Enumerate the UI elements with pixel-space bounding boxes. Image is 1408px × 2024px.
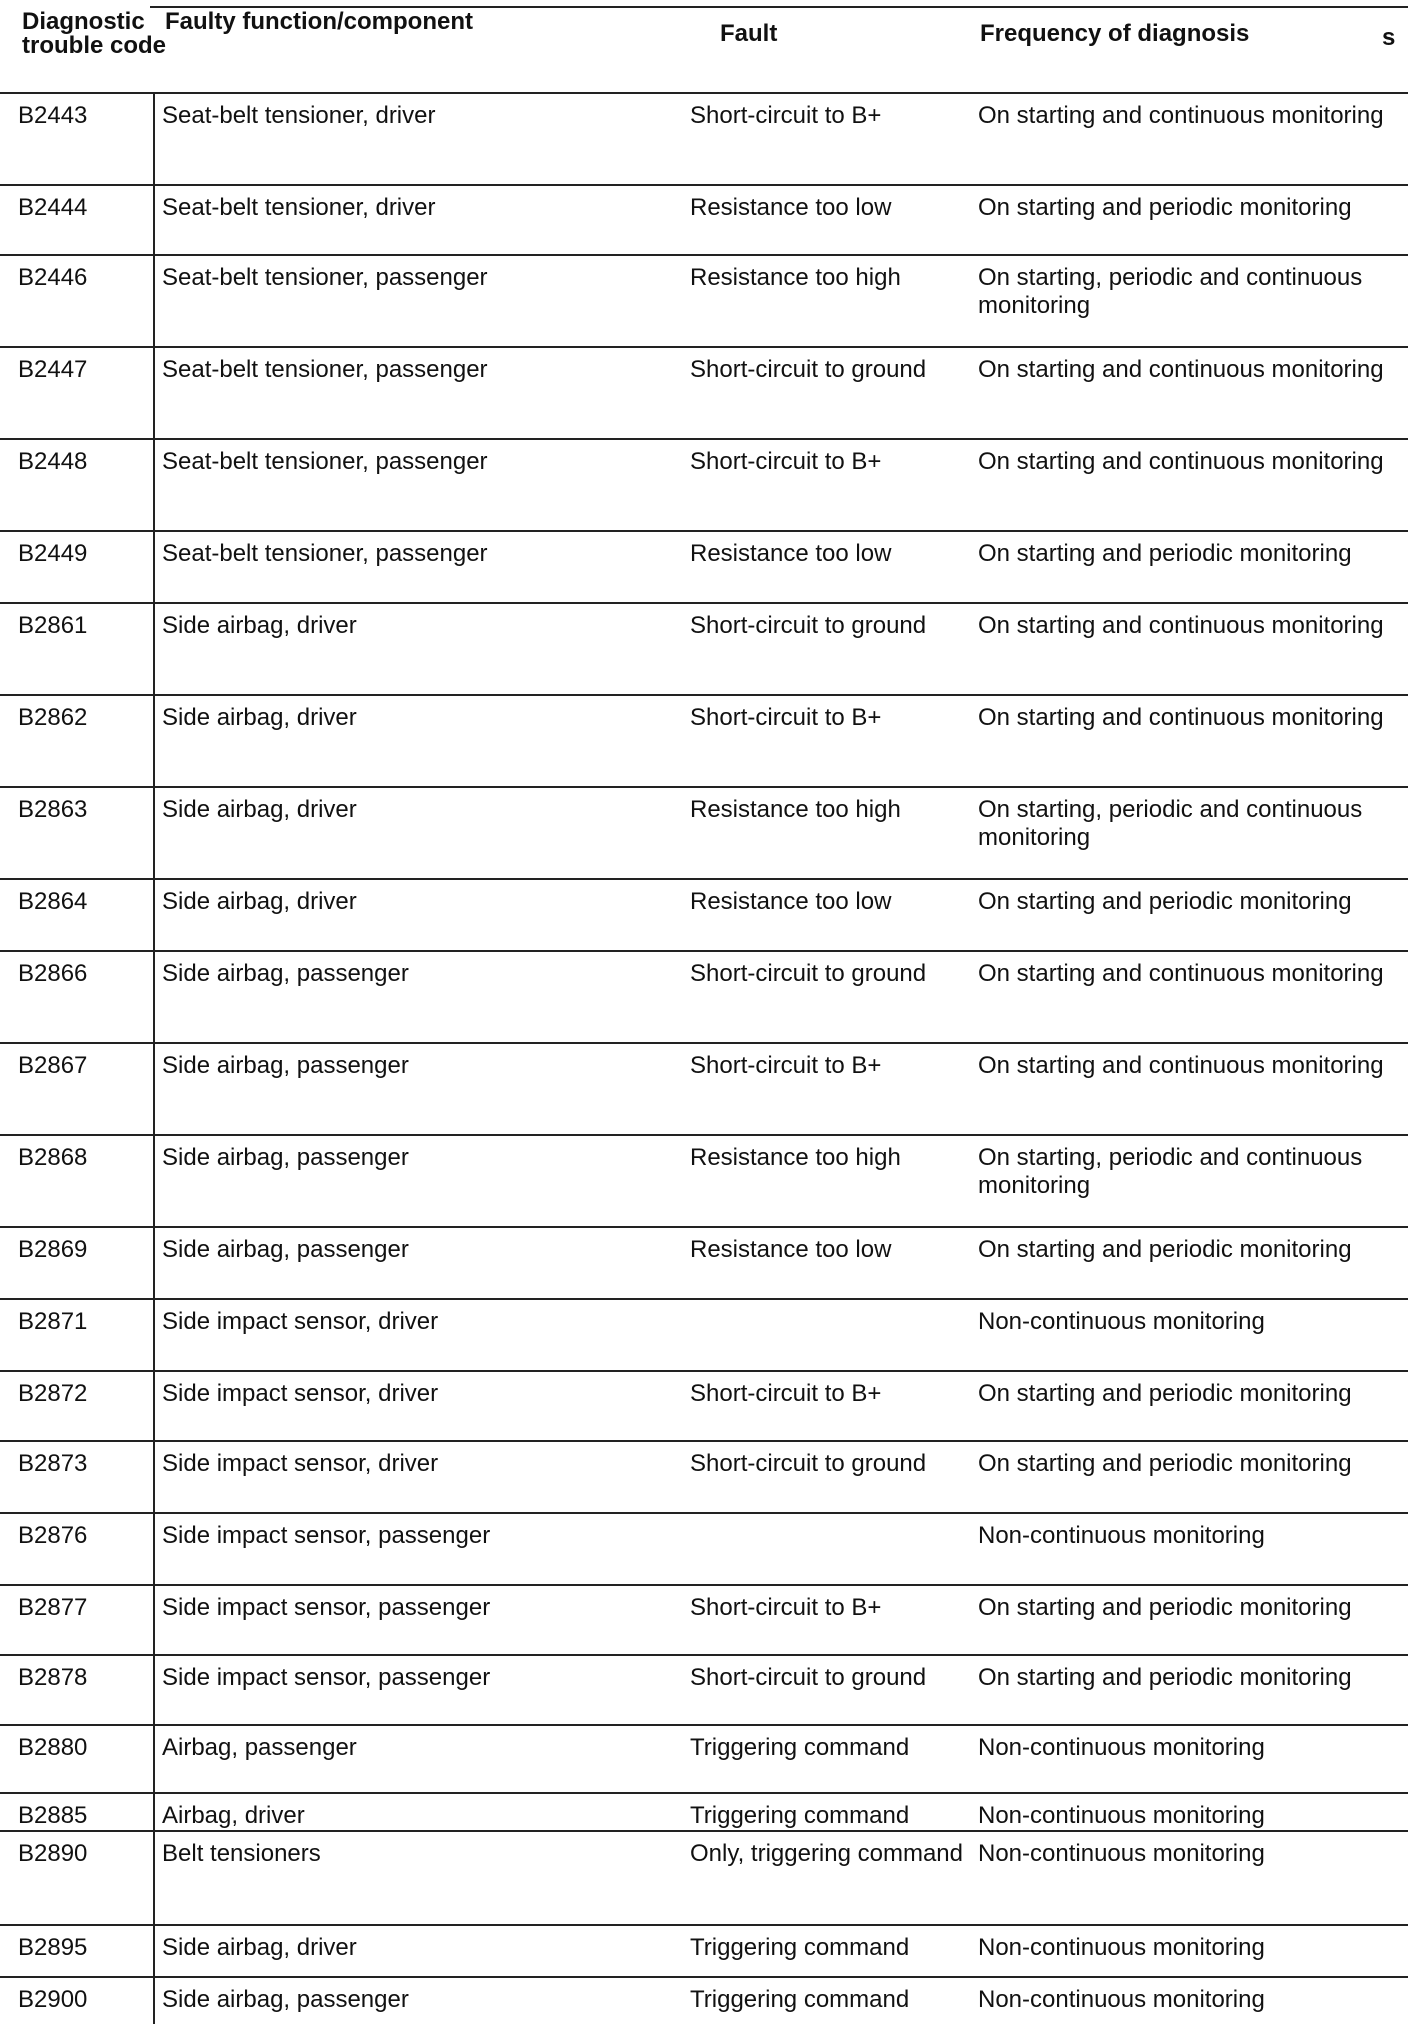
cell-frequency: Non-continuous monitoring <box>978 1986 1265 2013</box>
cell-frequency: On starting and periodic monitoring <box>978 1664 1352 1691</box>
cell-frequency: On starting and periodic monitoring <box>978 1236 1352 1263</box>
cell-function: Side airbag, passenger <box>162 1236 409 1263</box>
cell-frequency: On starting, periodic and continuous monitoring <box>978 264 1363 319</box>
cell-fault: Short-circuit to B+ <box>690 448 882 475</box>
cell-function: Side airbag, driver <box>162 704 357 731</box>
cell-fault: Resistance too high <box>690 1144 901 1171</box>
cell-code: B2862 <box>18 704 88 731</box>
cell-code: B2873 <box>18 1450 88 1477</box>
cell-code: B2895 <box>18 1934 88 1961</box>
cell-frequency: On starting and continuous monitoring <box>978 356 1384 383</box>
cell-code: B2446 <box>18 264 88 291</box>
table-row <box>0 440 1408 532</box>
cell-function: Side airbag, driver <box>162 1934 357 1961</box>
header-fault: Fault <box>720 20 778 47</box>
cell-function: Side impact sensor, driver <box>162 1308 439 1335</box>
cell-frequency: On starting and periodic monitoring <box>978 1594 1352 1621</box>
table-row <box>0 1044 1408 1136</box>
table-row <box>0 1656 1408 1726</box>
table-row <box>0 1442 1408 1514</box>
cell-code: B2900 <box>18 1986 88 2013</box>
header-function: Faulty function/component <box>165 8 473 35</box>
cell-function: Side impact sensor, driver <box>162 1380 439 1407</box>
table-row <box>0 1586 1408 1656</box>
cell-fault: Short-circuit to ground <box>690 356 927 383</box>
table-row <box>0 696 1408 788</box>
cell-function: Seat-belt tensioner, passenger <box>162 448 488 475</box>
cell-code: B2878 <box>18 1664 88 1691</box>
cell-code: B2861 <box>18 612 88 639</box>
table-row <box>0 348 1408 440</box>
cell-fault: Resistance too high <box>690 264 901 291</box>
table-row <box>0 952 1408 1044</box>
cell-fault: Short-circuit to ground <box>690 612 927 639</box>
cell-fault: Only, triggering command <box>690 1840 963 1867</box>
table-row <box>0 1136 1408 1228</box>
table-row <box>0 186 1408 256</box>
cell-code: B2885 <box>18 1802 88 1829</box>
cell-fault: Resistance too high <box>690 796 901 823</box>
cell-code: B2890 <box>18 1840 88 1867</box>
cell-code: B2868 <box>18 1144 88 1171</box>
table-row <box>0 1832 1408 1926</box>
cell-frequency: On starting, periodic and continuous monitoring <box>978 1144 1363 1199</box>
cell-code: B2444 <box>18 194 88 221</box>
cell-fault: Resistance too low <box>690 540 892 567</box>
cell-function: Side impact sensor, passenger <box>162 1522 491 1549</box>
cell-code: B2877 <box>18 1594 88 1621</box>
table-row <box>0 604 1408 696</box>
cell-frequency: On starting and periodic monitoring <box>978 194 1352 221</box>
cell-code: B2443 <box>18 102 88 129</box>
table-row <box>0 788 1408 880</box>
cell-frequency: On starting and continuous monitoring <box>978 1052 1384 1079</box>
cell-frequency: On starting and continuous monitoring <box>978 704 1384 731</box>
table-row <box>0 1926 1408 1978</box>
cell-code: B2863 <box>18 796 88 823</box>
cell-function: Side airbag, driver <box>162 796 357 823</box>
cell-code: B2449 <box>18 540 88 567</box>
cell-frequency: On starting and continuous monitoring <box>978 448 1384 475</box>
table-row <box>0 880 1408 952</box>
cell-frequency: On starting, periodic and continuous monitoring <box>978 796 1363 851</box>
header-extra: s <box>1382 24 1396 51</box>
cell-code: B2448 <box>18 448 88 475</box>
table-row <box>0 1514 1408 1586</box>
cell-function: Belt tensioners <box>162 1840 321 1867</box>
cell-function: Side airbag, passenger <box>162 960 409 987</box>
header-frequency: Frequency of diagnosis <box>980 20 1250 47</box>
cell-fault: Resistance too low <box>690 1236 892 1263</box>
table-row <box>0 1794 1408 1832</box>
table-row <box>0 1228 1408 1300</box>
cell-fault: Short-circuit to B+ <box>690 1380 882 1407</box>
cell-code: B2876 <box>18 1522 88 1549</box>
cell-fault: Short-circuit to B+ <box>690 1052 882 1079</box>
cell-fault: Short-circuit to B+ <box>690 704 882 731</box>
cell-function: Seat-belt tensioner, passenger <box>162 540 488 567</box>
table-row <box>0 1372 1408 1442</box>
table-row <box>0 256 1408 348</box>
cell-function: Side airbag, passenger <box>162 1052 409 1079</box>
header-code: Diagnostic trouble code <box>22 8 167 59</box>
cell-frequency: On starting and continuous monitoring <box>978 612 1384 639</box>
cell-function: Side airbag, driver <box>162 612 357 639</box>
cell-function: Seat-belt tensioner, driver <box>162 102 436 129</box>
cell-fault: Triggering command <box>690 1734 910 1761</box>
cell-code: B2880 <box>18 1734 88 1761</box>
table-row <box>0 1726 1408 1794</box>
cell-function: Seat-belt tensioner, passenger <box>162 356 488 383</box>
cell-fault: Resistance too low <box>690 888 892 915</box>
cell-function: Seat-belt tensioner, driver <box>162 194 436 221</box>
table-header <box>0 0 1408 94</box>
cell-code: B2864 <box>18 888 88 915</box>
cell-frequency: Non-continuous monitoring <box>978 1802 1265 1829</box>
cell-code: B2869 <box>18 1236 88 1263</box>
table-row <box>0 94 1408 186</box>
cell-fault: Short-circuit to B+ <box>690 1594 882 1621</box>
cell-frequency: On starting and periodic monitoring <box>978 888 1352 915</box>
cell-fault: Resistance too low <box>690 194 892 221</box>
cell-frequency: Non-continuous monitoring <box>978 1522 1265 1549</box>
table-row <box>0 1978 1408 2024</box>
cell-function: Side airbag, passenger <box>162 1986 409 2013</box>
cell-frequency: Non-continuous monitoring <box>978 1934 1265 1961</box>
cell-frequency: On starting and continuous monitoring <box>978 960 1384 987</box>
cell-frequency: On starting and periodic monitoring <box>978 540 1352 567</box>
cell-code: B2872 <box>18 1380 88 1407</box>
cell-function: Seat-belt tensioner, passenger <box>162 264 488 291</box>
table-row <box>0 1300 1408 1372</box>
cell-frequency: On starting and continuous monitoring <box>978 102 1384 129</box>
cell-frequency: On starting and periodic monitoring <box>978 1450 1352 1477</box>
cell-function: Side airbag, driver <box>162 888 357 915</box>
cell-frequency: Non-continuous monitoring <box>978 1734 1265 1761</box>
cell-code: B2871 <box>18 1308 88 1335</box>
cell-fault: Triggering command <box>690 1802 910 1829</box>
cell-fault: Short-circuit to B+ <box>690 102 882 129</box>
cell-frequency: On starting and periodic monitoring <box>978 1380 1352 1407</box>
cell-fault: Short-circuit to ground <box>690 960 927 987</box>
table-row <box>0 532 1408 604</box>
cell-function: Airbag, driver <box>162 1802 305 1829</box>
cell-code: B2867 <box>18 1052 88 1079</box>
cell-fault: Triggering command <box>690 1986 910 2013</box>
cell-frequency: Non-continuous monitoring <box>978 1840 1265 1867</box>
cell-fault: Triggering command <box>690 1934 910 1961</box>
cell-function: Airbag, passenger <box>162 1734 357 1761</box>
cell-code: B2866 <box>18 960 88 987</box>
cell-function: Side impact sensor, driver <box>162 1450 439 1477</box>
cell-function: Side impact sensor, passenger <box>162 1594 491 1621</box>
cell-function: Side impact sensor, passenger <box>162 1664 491 1691</box>
cell-code: B2447 <box>18 356 88 383</box>
cell-function: Side airbag, passenger <box>162 1144 409 1171</box>
cell-fault: Short-circuit to ground <box>690 1450 927 1477</box>
cell-frequency: Non-continuous monitoring <box>978 1308 1265 1335</box>
cell-fault: Short-circuit to ground <box>690 1664 927 1691</box>
